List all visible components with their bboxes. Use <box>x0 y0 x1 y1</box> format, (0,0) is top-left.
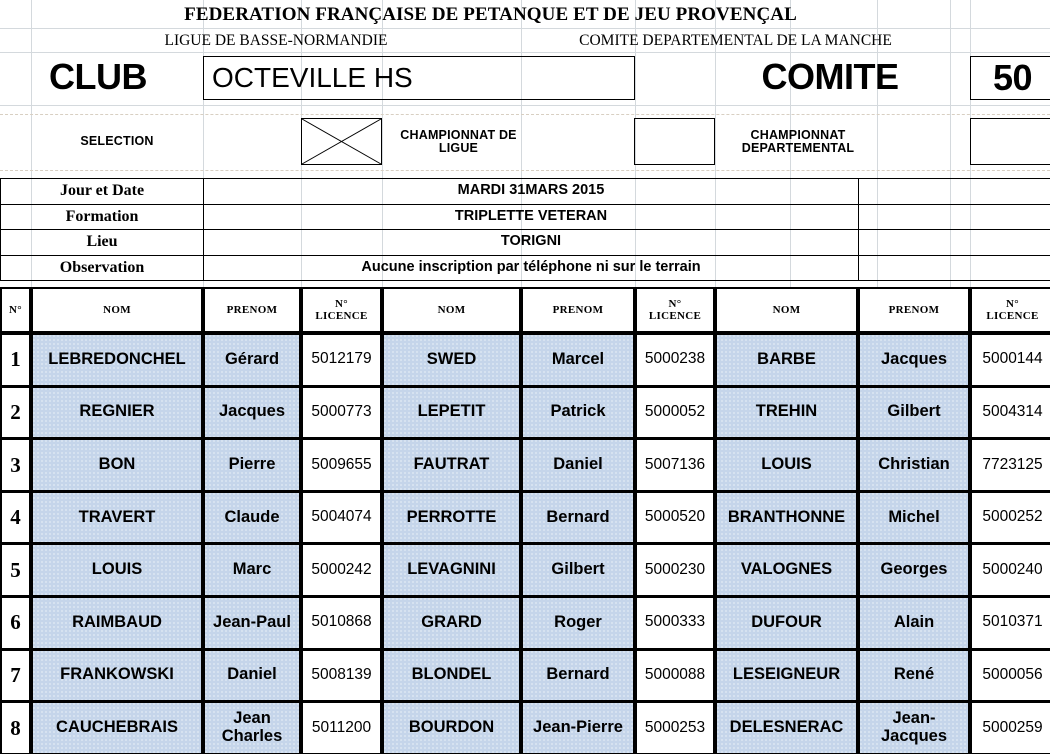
roster-header-cell <box>521 287 635 333</box>
roster-header-cell <box>858 287 970 333</box>
roster-cell-licence[interactable]: 7723125 <box>970 438 1050 492</box>
roster-cell-prenom[interactable]: Claude <box>203 491 301 545</box>
roster-cell-nom[interactable]: LEBREDONCHEL <box>31 333 203 387</box>
federation-title: FEDERATION FRANÇAISE DE PETANQUE ET DE JEU PROVENÇAL <box>184 3 797 25</box>
roster-cell-nom[interactable]: FAUTRAT <box>382 438 521 492</box>
roster-cell-prenom[interactable]: Jacques <box>858 333 970 387</box>
roster-cell-licence[interactable]: 5000253 <box>635 701 715 754</box>
roster-cell-prenom[interactable]: Bernard <box>521 491 635 545</box>
roster-header-cell <box>715 287 858 333</box>
info-row-value[interactable]: Aucune inscription par téléphone ni sur le terrain <box>203 255 859 282</box>
roster-cell-licence[interactable]: 5000520 <box>635 491 715 545</box>
roster-cell-licence[interactable]: 5004314 <box>970 386 1050 440</box>
roster-cell-nom[interactable]: LEVAGNINI <box>382 543 521 597</box>
roster-cell-nom[interactable]: BON <box>31 438 203 492</box>
info-row-spare[interactable] <box>858 229 1050 256</box>
championnat-departemental-checkbox[interactable] <box>634 118 715 165</box>
roster-cell-licence[interactable]: 5000242 <box>301 543 382 597</box>
roster-cell-prenom[interactable]: Jean-Paul <box>203 596 301 650</box>
roster-cell-licence[interactable]: 5000240 <box>970 543 1050 597</box>
roster-cell-licence[interactable]: 5004074 <box>301 491 382 545</box>
roster-row-number[interactable]: 3 <box>0 438 31 492</box>
roster-cell-licence[interactable]: 5000238 <box>635 333 715 387</box>
info-row-value[interactable]: TORIGNI <box>203 229 859 256</box>
roster-cell-nom[interactable]: GRARD <box>382 596 521 650</box>
roster-cell-prenom[interactable]: Pierre <box>203 438 301 492</box>
checkbox-x-mark <box>302 119 381 164</box>
roster-row-number[interactable]: 4 <box>0 491 31 545</box>
roster-header-cell <box>382 287 521 333</box>
roster-header-cell <box>301 287 382 333</box>
roster-cell-licence[interactable]: 5000052 <box>635 386 715 440</box>
club-name-field[interactable]: OCTEVILLE HS <box>203 56 635 100</box>
roster-header-label: PRENOM <box>552 303 604 316</box>
roster-cell-nom[interactable]: TREHIN <box>715 386 858 440</box>
roster-header-cell <box>970 287 1050 333</box>
roster-cell-licence[interactable]: 5000088 <box>635 649 715 703</box>
roster-cell-prenom[interactable]: Gilbert <box>858 386 970 440</box>
roster-cell-prenom[interactable]: René <box>858 649 970 703</box>
championnat-ligue-checkbox[interactable] <box>301 118 382 165</box>
roster-row-number[interactable]: 6 <box>0 596 31 650</box>
info-row-label: Observation <box>0 255 204 282</box>
roster-cell-nom[interactable]: LOUIS <box>31 543 203 597</box>
gridline-horizontal <box>0 105 1050 106</box>
roster-cell-prenom[interactable]: Christian <box>858 438 970 492</box>
roster-cell-nom[interactable]: FRANKOWSKI <box>31 649 203 703</box>
roster-cell-prenom[interactable]: Daniel <box>203 649 301 703</box>
roster-cell-prenom[interactable]: Marc <box>203 543 301 597</box>
roster-header-label: NOM <box>437 303 466 316</box>
gridline-dashed <box>0 114 1050 115</box>
roster-cell-prenom[interactable]: Jean Charles <box>203 701 301 754</box>
club-label: CLUB <box>49 56 147 98</box>
championnat-departemental-label: CHAMPIONNAT DEPARTEMENTAL <box>741 127 855 155</box>
roster-cell-prenom[interactable]: Roger <box>521 596 635 650</box>
roster-cell-licence[interactable]: 5000252 <box>970 491 1050 545</box>
roster-cell-nom[interactable]: REGNIER <box>31 386 203 440</box>
info-row-label: Lieu <box>0 229 204 256</box>
comite-label: COMITE <box>761 56 899 98</box>
roster-cell-nom[interactable]: LEPETIT <box>382 386 521 440</box>
roster-cell-prenom[interactable]: Jean-Jacques <box>858 701 970 754</box>
roster-cell-prenom[interactable]: Alain <box>858 596 970 650</box>
roster-cell-nom[interactable]: BLONDEL <box>382 649 521 703</box>
roster-header-label: PRENOM <box>888 303 940 316</box>
roster-cell-prenom[interactable]: Bernard <box>521 649 635 703</box>
roster-cell-licence[interactable]: 5010868 <box>301 596 382 650</box>
roster-cell-nom[interactable]: BOURDON <box>382 701 521 754</box>
roster-row-number[interactable]: 1 <box>0 333 31 387</box>
roster-cell-prenom[interactable]: Marcel <box>521 333 635 387</box>
roster-cell-licence[interactable]: 5012179 <box>301 333 382 387</box>
roster-cell-licence[interactable]: 5008139 <box>301 649 382 703</box>
comite-departemental-title: COMITE DEPARTEMENTAL DE LA MANCHE <box>579 31 892 49</box>
roster-row-number[interactable]: 8 <box>0 701 31 754</box>
roster-cell-licence[interactable]: 5000144 <box>970 333 1050 387</box>
roster-cell-nom[interactable]: DELESNERAC <box>715 701 858 754</box>
roster-cell-licence[interactable]: 5011200 <box>301 701 382 754</box>
roster-cell-prenom[interactable]: Georges <box>858 543 970 597</box>
roster-cell-licence[interactable]: 5000333 <box>635 596 715 650</box>
roster-row-number[interactable]: 2 <box>0 386 31 440</box>
roster-header-label: N° LICENCE <box>986 297 1039 322</box>
roster-cell-prenom[interactable]: Michel <box>858 491 970 545</box>
info-row-label: Formation <box>0 204 204 231</box>
info-row-spare[interactable] <box>858 204 1050 231</box>
roster-row-number[interactable]: 7 <box>0 649 31 703</box>
roster-cell-nom[interactable]: LESEIGNEUR <box>715 649 858 703</box>
roster-cell-prenom[interactable]: Jean-Pierre <box>521 701 635 754</box>
roster-header-cell <box>31 287 203 333</box>
roster-cell-licence[interactable]: 5000259 <box>970 701 1050 754</box>
ligue-title: LIGUE DE BASSE-NORMANDIE <box>164 31 388 49</box>
roster-cell-licence[interactable]: 5009655 <box>301 438 382 492</box>
roster-cell-nom[interactable]: SWED <box>382 333 521 387</box>
roster-cell-nom[interactable]: PERROTTE <box>382 491 521 545</box>
roster-cell-licence[interactable]: 5000056 <box>970 649 1050 703</box>
roster-cell-nom[interactable]: DUFOUR <box>715 596 858 650</box>
gridline-horizontal <box>0 52 1050 53</box>
roster-cell-nom[interactable]: VALOGNES <box>715 543 858 597</box>
info-row-value[interactable]: TRIPLETTE VETERAN <box>203 204 859 231</box>
info-row-label: Jour et Date <box>0 178 204 205</box>
info-row-value[interactable]: MARDI 31MARS 2015 <box>203 178 859 205</box>
roster-cell-nom[interactable]: RAIMBAUD <box>31 596 203 650</box>
roster-cell-nom[interactable]: BRANTHONNE <box>715 491 858 545</box>
roster-cell-prenom[interactable]: Patrick <box>521 386 635 440</box>
info-row-spare[interactable] <box>858 178 1050 205</box>
gridline-dashed <box>0 170 1050 171</box>
roster-header-label: N° LICENCE <box>315 297 368 322</box>
roster-row-number[interactable]: 5 <box>0 543 31 597</box>
roster-cell-prenom[interactable]: Daniel <box>521 438 635 492</box>
roster-cell-nom[interactable]: CAUCHEBRAIS <box>31 701 203 754</box>
roster-header-label: N° LICENCE <box>648 297 702 322</box>
selection-label: SELECTION <box>80 134 154 149</box>
roster-cell-prenom[interactable]: Jacques <box>203 386 301 440</box>
roster-header-label: N° <box>9 303 22 316</box>
selection-extra-checkbox[interactable] <box>970 118 1050 165</box>
roster-cell-nom[interactable]: TRAVERT <box>31 491 203 545</box>
roster-header-label: NOM <box>772 303 801 316</box>
roster-cell-licence[interactable]: 5000773 <box>301 386 382 440</box>
comite-number-field[interactable]: 50 <box>970 56 1050 100</box>
roster-cell-nom[interactable]: BARBE <box>715 333 858 387</box>
roster-cell-nom[interactable]: LOUIS <box>715 438 858 492</box>
roster-header-cell <box>203 287 301 333</box>
roster-header-label: PRENOM <box>226 303 278 316</box>
roster-cell-prenom[interactable]: Gérard <box>203 333 301 387</box>
championnat-ligue-label: CHAMPIONNAT DE LIGUE <box>400 127 517 155</box>
roster-header-label: NOM <box>103 303 131 316</box>
roster-cell-licence[interactable]: 5000230 <box>635 543 715 597</box>
info-row-spare[interactable] <box>858 255 1050 282</box>
roster-cell-prenom[interactable]: Gilbert <box>521 543 635 597</box>
roster-header-cell <box>635 287 715 333</box>
roster-header-cell <box>0 287 31 333</box>
roster-cell-licence[interactable]: 5007136 <box>635 438 715 492</box>
roster-cell-licence[interactable]: 5010371 <box>970 596 1050 650</box>
